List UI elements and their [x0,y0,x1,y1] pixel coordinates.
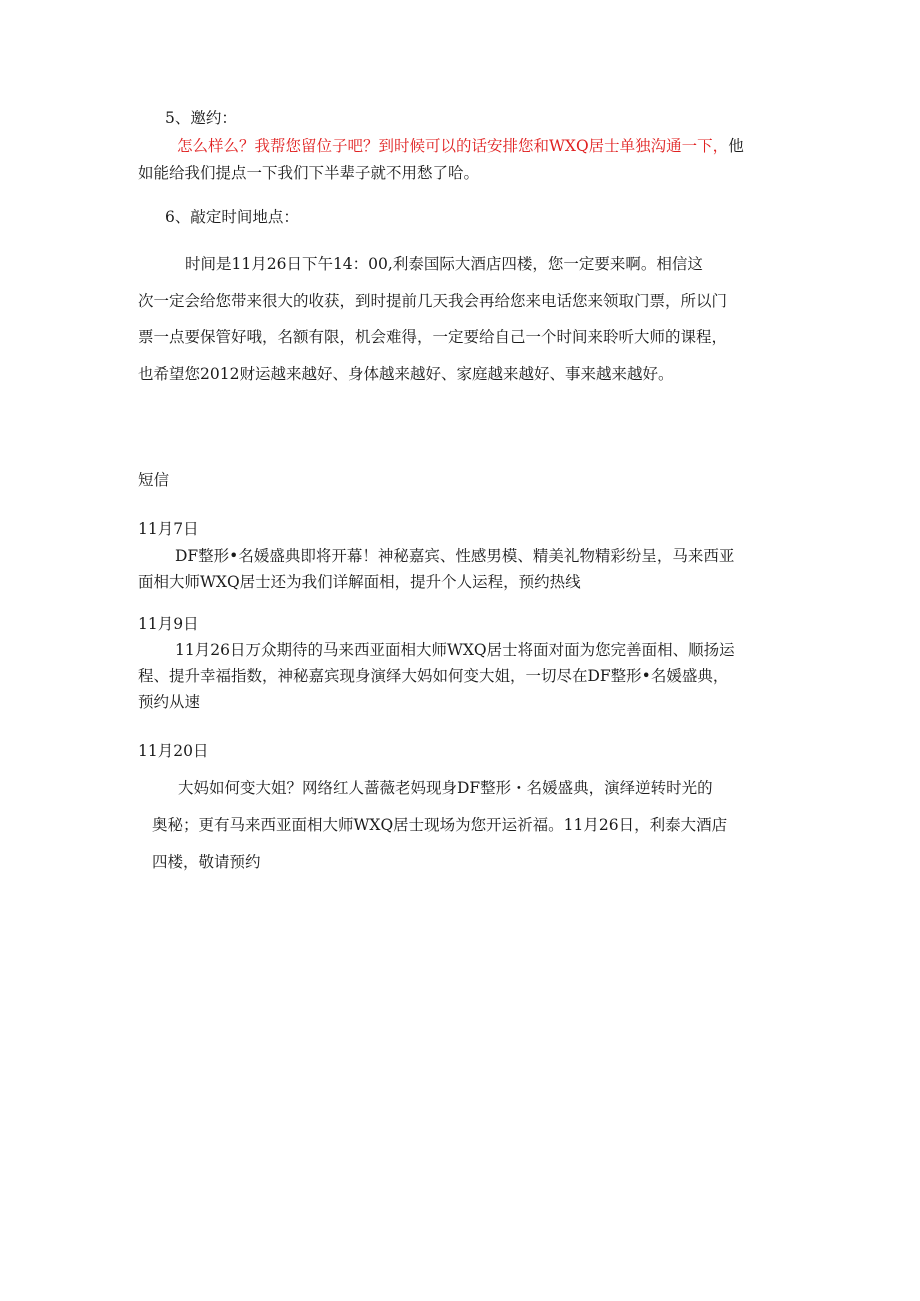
section6-line: 也希望您2012财运越来越好、身体越来越好、家庭越来越好、事来越来越好。 [138,365,674,383]
sms-line: 奥秘；更有马来西亚面相大师WXQ居士现场为您开运祈福。11月26日，利泰大酒店 [152,816,728,834]
section5-line1 [177,134,744,156]
section6-heading: 6、敲定时间地点： [165,208,299,226]
sms-line: 程、提升幸福指数，神秘嘉宾现身演绎大妈如何变大姐，一切尽在DF整形•名媛盛典， [138,667,729,685]
sms-date: 11月7日 [138,520,199,538]
section6-line: 时间是11月26日下午14：00,利泰国际大酒店四楼，您一定要来啊。相信这 [185,255,703,273]
section5-line1-rest: 他 [728,137,744,155]
sms-line: 11月26日万众期待的马来西亚面相大师WXQ居士将面对面为您完善面相、顺扬运 [175,641,735,659]
sms-title: 短信 [138,471,170,489]
sms-line: 预约从速 [138,693,201,711]
section5-heading: 5、邀约： [165,109,237,127]
sms-line: 面相大师WXQ居士还为我们详解面相，提升个人运程，预约热线 [138,573,581,591]
sms-date: 11月20日 [138,742,209,760]
sms-line: 大妈如何变大姐？网络红人蔷薇老妈现身DF整形・名媛盛典，演绎逆转时光的 [178,779,713,797]
section5-line1-highlight: 怎么样么？我帮您留位子吧？到时候可以的话安排您和WXQ居士单独沟通一下， [177,137,729,155]
sms-line: 四楼，敬请预约 [152,853,261,871]
sms-date: 11月9日 [138,615,199,633]
sms-line: DF整形•名媛盛典即将开幕！神秘嘉宾、性感男模、精美礼物精彩纷呈，马来西亚 [175,547,735,565]
section6-line: 次一定会给您带来很大的收获，到时提前几天我会再给您来电话您来领取门票，所以门 [138,292,728,310]
section5-line2: 如能给我们提点一下我们下半辈子就不用愁了哈。 [138,164,480,182]
section6-line: 票一点要保管好哦，名额有限，机会难得，一定要给自己一个时间来聆听大师的课程， [138,328,728,346]
